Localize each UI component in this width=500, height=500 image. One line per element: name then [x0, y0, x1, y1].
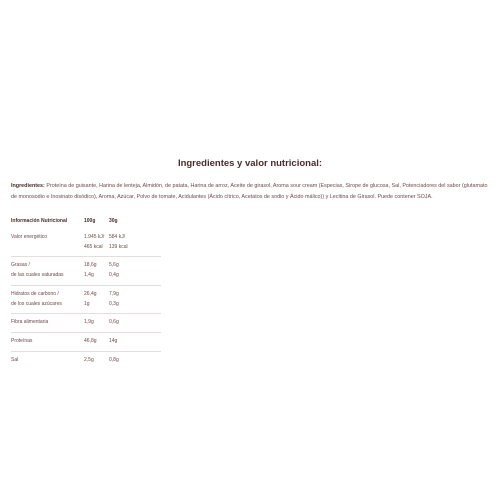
value-100g: 1.945 kJ/	[84, 234, 105, 240]
value-30g: 0,8g	[109, 356, 119, 363]
nutrition-row-carbs	[11, 285, 161, 313]
row-label: Proteínas	[11, 337, 33, 344]
value-100g: 46,8g	[84, 337, 97, 344]
nutrition-header-100g: 100g	[84, 218, 96, 224]
value-100g: 1,9g	[84, 319, 94, 326]
nutrition-header-label: Información Nutricional	[11, 218, 68, 224]
row-label: Grasas /	[11, 262, 30, 269]
value-100g-sub: 1g	[84, 300, 90, 307]
row-label: Sal	[11, 356, 19, 363]
ingredients-paragraph	[11, 181, 491, 202]
nutrition-row-fats	[11, 257, 161, 285]
value-30g: 7,9g	[109, 290, 119, 297]
value-30g-sub: 0,4g	[109, 272, 119, 279]
value-30g: 14g	[109, 337, 118, 344]
value-100g: 18,6g	[84, 262, 97, 269]
nutrition-table	[11, 216, 161, 369]
value-30g-kcal: 139 kcal	[109, 243, 128, 250]
value-30g: 584 kJ/	[109, 234, 126, 240]
row-sublabel: de los cuales azúcares	[11, 300, 62, 307]
value-30g: 5,6g	[109, 262, 119, 269]
nutrition-row-salt	[11, 351, 161, 369]
value-100g-kcal: 465 kcal	[84, 243, 103, 250]
nutrition-header-row	[11, 216, 161, 229]
ingredients-text: Proteína de guisante, Harina de lenteja, Almidón, de patata, Harina de arroz, Aceite de girasol, Aroma sour cream (Especias, Sirope de glucosa, Sal, Potenciadores del sabor (glutamato de monosodio e Inosinato disódico), Aroma, Azúcar, Polvo de tomate, Acidulantes (Ácido cítrico, Acetatos de sodio y Ácido málico)) y Lecitina de Girasol. Puede contener SOJA.	[11, 183, 488, 200]
row-label: Valor energético	[11, 234, 48, 240]
value-30g-sub: 0,3g	[109, 300, 119, 307]
nutrition-header-30g: 30g	[109, 218, 118, 224]
value-100g: 26,4g	[84, 290, 97, 297]
nutrition-row-fiber	[11, 314, 161, 333]
row-label: Hidratos de carbono /	[11, 290, 59, 297]
value-100g: 2,5g	[84, 356, 94, 363]
nutrition-row-protein	[11, 332, 161, 351]
value-100g-sub: 1,4g	[84, 272, 94, 279]
ingredients-label: Ingredientes:	[11, 183, 45, 189]
value-30g: 0,6g	[109, 319, 119, 326]
row-label: Fibra alimentaria	[11, 319, 49, 326]
page-title: Ingredientes y valor nutricional:	[177, 158, 323, 169]
nutrition-row-energy	[11, 229, 161, 257]
row-sublabel: de las cuales saturadas	[11, 272, 64, 279]
